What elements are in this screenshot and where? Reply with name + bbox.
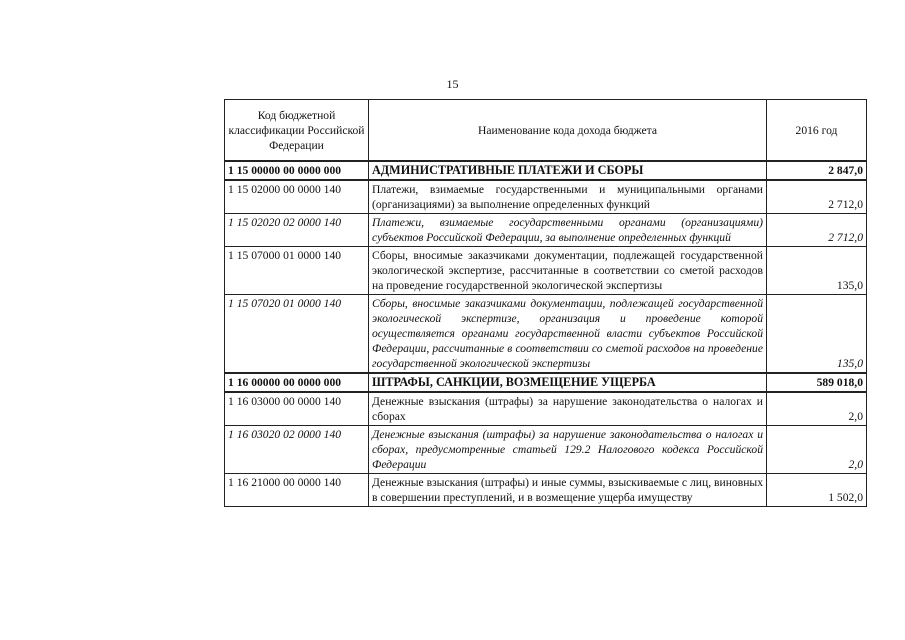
row-code: 1 16 21000 00 0000 140 xyxy=(225,474,369,507)
row-code: 1 15 02020 02 0000 140 xyxy=(225,214,369,247)
row-name: Денежные взыскания (штрафы) за нарушение законодательства о налогах и сборах, предусмотренные статьей 129.2 Налогового кодекса Российской Федерации xyxy=(369,426,767,474)
header-code: Код бюджетной классификации Российской Федерации xyxy=(225,100,369,162)
row-code: 1 16 03000 00 0000 140 xyxy=(225,392,369,426)
row-code: 1 16 03020 02 0000 140 xyxy=(225,426,369,474)
table-row xyxy=(225,180,867,214)
row-value: 2 712,0 xyxy=(767,180,867,214)
row-name: Платежи, взимаемые государственными органами (организациями) субъектов Российской Федерации, за выполнение определенных функций xyxy=(369,214,767,247)
table-row xyxy=(225,392,867,426)
row-value: 135,0 xyxy=(767,247,867,295)
header-year: 2016 год xyxy=(767,100,867,162)
table-header-row xyxy=(225,100,867,162)
table-row xyxy=(225,214,867,247)
page-number: 15 xyxy=(446,77,459,91)
table-row xyxy=(225,426,867,474)
table-row xyxy=(225,247,867,295)
row-name: Сборы, вносимые заказчиками документации, подлежащей государственной экологической экспертизе, рассчитанные в соответствии со сметой расходов на проведение государственной экологической экспертизы xyxy=(369,247,767,295)
table-row xyxy=(225,295,867,374)
row-name: Денежные взыскания (штрафы) за нарушение законодательства о налогах и сборах xyxy=(369,392,767,426)
row-value: 589 018,0 xyxy=(767,373,867,392)
row-value: 2,0 xyxy=(767,426,867,474)
row-name: ШТРАФЫ, САНКЦИИ, ВОЗМЕЩЕНИЕ УЩЕРБА xyxy=(369,373,767,392)
row-value: 1 502,0 xyxy=(767,474,867,507)
table-row xyxy=(225,161,867,180)
row-code: 1 15 00000 00 0000 000 xyxy=(225,161,369,180)
header-name: Наименование кода дохода бюджета xyxy=(369,100,767,162)
row-name: Платежи, взимаемые государственными и муниципальными органами (организациями) за выполнение определенных функций xyxy=(369,180,767,214)
row-value: 2 847,0 xyxy=(767,161,867,180)
table-row xyxy=(225,474,867,507)
row-name: АДМИНИСТРАТИВНЫЕ ПЛАТЕЖИ И СБОРЫ xyxy=(369,161,767,180)
row-code: 1 15 07000 01 0000 140 xyxy=(225,247,369,295)
budget-revenue-table xyxy=(224,99,867,507)
row-code: 1 16 00000 00 0000 000 xyxy=(225,373,369,392)
row-name: Сборы, вносимые заказчиками документации, подлежащей государственной экологической экспертизе, организация и проведение которой осуществляется органами государственной власти субъектов Российской Федерации, рассчитанные в соответствии со сметой расходов на проведение государственной экологической экспертизы xyxy=(369,295,767,374)
row-value: 2,0 xyxy=(767,392,867,426)
row-name: Денежные взыскания (штрафы) и иные суммы, взыскиваемые с лиц, виновных в совершении преступлений, и в возмещение ущерба имуществу xyxy=(369,474,767,507)
row-code: 1 15 07020 01 0000 140 xyxy=(225,295,369,374)
row-code: 1 15 02000 00 0000 140 xyxy=(225,180,369,214)
table-row xyxy=(225,373,867,392)
row-value: 2 712,0 xyxy=(767,214,867,247)
row-value: 135,0 xyxy=(767,295,867,374)
